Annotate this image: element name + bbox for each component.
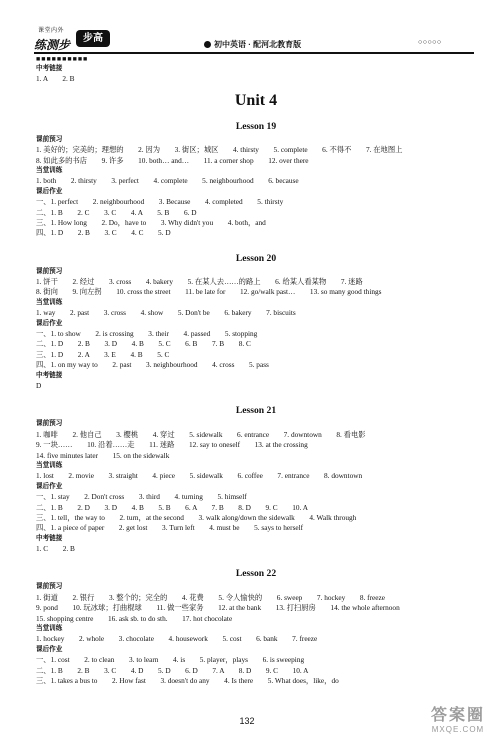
answer-line: 8. 街向 9. 向左拐 10. cross the street 11. be late for 12. go/walk past… 13. so many good things xyxy=(36,287,382,297)
answer-line: 二、1. D 2. B 3. D 4. B 5. C 6. B 7. B 8. C xyxy=(36,339,251,349)
answer-line: 一、1. stay 2. Don't cross 3. third 4. turning 5. himself xyxy=(36,492,247,502)
answer-line: 二、1. B 2. D 3. D 4. B 5. B 6. A 7. B 8. D 9. C 10. A xyxy=(36,502,309,512)
answer-line: 1. way 2. past 3. cross 4. show 5. Don't be 6. bakery 7. biscuits xyxy=(36,308,296,318)
answer-line: 9. 一块…… 10. 沿着……走 11. 迷路 12. say to oneself 13. at the crossing xyxy=(36,440,308,450)
lesson-block xyxy=(36,113,476,239)
lesson-block xyxy=(36,391,476,554)
answer-line: 三、1. How long 2. Do，have to 3. Why didn't you 4. both，and xyxy=(36,217,266,227)
watermark-logo: 答案圈 xyxy=(430,707,485,724)
decorative-squares: ■■■■■■■■■■ xyxy=(36,55,89,63)
answer-line: 四、1. D 2. B 3. C 4. C 5. D xyxy=(36,228,171,238)
lesson-block xyxy=(36,554,476,686)
watermark-url: MXQE.COM xyxy=(431,725,485,734)
watermark xyxy=(418,702,498,734)
bullet-icon xyxy=(204,41,211,48)
answer-line: 四、1. a piece of paper 2. get lost 3. Turn left 4. must be 5. says to herself xyxy=(36,523,304,533)
section-heading: 当堂训练 xyxy=(36,166,63,174)
section-heading: 课前预习 xyxy=(36,267,63,275)
page-number: 132 xyxy=(239,716,255,726)
decorative-circles: ○○○○○ xyxy=(418,38,442,46)
answer-line: 三、1. D 2. A 3. E 4. B 5. C xyxy=(36,349,170,359)
section-heading: 课后作业 xyxy=(36,645,63,653)
answer-content xyxy=(36,64,476,686)
answer-line: 二、1. B 2. C 3. C 4. A 5. B 6. D xyxy=(36,207,197,217)
lesson-block xyxy=(36,239,476,392)
section-heading: 课前预习 xyxy=(36,135,63,143)
answer-line: 二、1. B 2. B 3. C 4. D 5. D 6. D 7. A 8. D 9. C 10. A xyxy=(36,665,309,675)
answer-line: 1. lost 2. movie 3. straight 4. piece 5. sidewalk 6. coffee 7. entrance 8. downtown xyxy=(36,471,363,481)
answer-line: D xyxy=(36,380,42,390)
logo-badge: 步高 xyxy=(76,30,110,47)
section-heading: 当堂训练 xyxy=(36,461,63,469)
answer-line: 1. 街道 2. 银行 3. 整个的；完全的 4. 花费 5. 令人愉快的 6. sweep 7. hockey 8. freeze xyxy=(36,592,385,602)
answer-line: 9. pond 10. 玩冰球；打曲棍球 11. 做一些家务 12. at the bank 13. 打扫厨房 14. the whole afternoon xyxy=(36,603,400,613)
section-heading: 课前预习 xyxy=(36,420,63,428)
lessons-list xyxy=(36,113,476,687)
section-heading: 课后作业 xyxy=(36,187,63,195)
answer-line: 15. shopping centre 16. ask sb. to do sth. 17. hot chocolate xyxy=(36,613,233,623)
section-heading: 课后作业 xyxy=(36,319,63,327)
answer-line: 1. both 2. thirsty 3. perfect 4. complete 5. neighbourhood 6. because xyxy=(36,176,299,186)
section-heading: 中考链接 xyxy=(36,371,63,379)
unit-title: Unit 4 xyxy=(234,91,278,109)
answer-line: 三、1. tell，the way to 2. turn，at the second 3. walk along/down the sidewalk 4. Walk through xyxy=(36,512,357,522)
answer-line: 一、1. cost 2. to clean 3. to learn 4. is 5. player，plays 6. is sweeping xyxy=(36,655,305,665)
answer-line: 14. five minutes later 15. on the sidewalk xyxy=(36,450,170,460)
section-heading: 中考链接 xyxy=(36,534,63,542)
header-rule xyxy=(34,52,474,54)
answer-line: 四、1. on my way to 2. past 3. neighbourhood 4. cross 5. pass xyxy=(36,360,269,370)
answer-line: 1. 咖啡 2. 他自己 3. 樱桃 4. 穿过 5. sidewalk 6. entrance 7. downtown 8. 看电影 xyxy=(36,429,366,439)
answer-line: 一、1. to show 2. is crossing 3. their 4. passed 5. stopping xyxy=(36,329,258,339)
lesson-title: Lesson 20 xyxy=(235,252,277,264)
lesson-title: Lesson 21 xyxy=(235,405,277,417)
section-heading: 当堂训练 xyxy=(36,625,63,633)
logo-text: 练测步 xyxy=(34,38,71,52)
book-title-text: 初中英语 · 配河北教育版 xyxy=(214,40,302,49)
book-title xyxy=(204,39,301,50)
logo-subtitle: 课堂内外 xyxy=(38,28,65,34)
answer-line: 8. 如此多的书店 9. 许多 10. both… and… 11. a corner shop 12. over there xyxy=(36,155,309,165)
answer-line: 1. A 2. B xyxy=(36,74,75,84)
lesson-title: Lesson 19 xyxy=(235,120,277,132)
answer-line: 1. 美好的；完美的；理想的 2. 因为 3. 街区；城区 4. thirsty 5. complete 6. 不得不 7. 在地图上 xyxy=(36,145,403,155)
answer-line: 1. C 2. B xyxy=(36,544,75,554)
section-heading: 课前预习 xyxy=(36,583,63,591)
answer-line: 三、1. takes a bus to 2. How fast 3. doesn't do any 4. Is there 5. What does，like，do xyxy=(36,675,339,685)
answer-line: 一、1. perfect 2. neighbourhood 3. Because 4. completed 5. thirsty xyxy=(36,197,284,207)
section-heading: 当堂训练 xyxy=(36,298,63,306)
section-heading: 中考链接 xyxy=(36,65,63,72)
page-header xyxy=(0,0,500,64)
lesson-title: Lesson 22 xyxy=(235,568,277,580)
answer-line: 1. 饼干 2. 经过 3. cross 4. bakery 5. 在某人去……的路上 6. 给某人看某物 7. 迷路 xyxy=(36,277,363,287)
section-heading: 课后作业 xyxy=(36,482,63,490)
answer-line: 1. hockey 2. whole 3. chocolate 4. housework 5. cost 6. bank 7. freeze xyxy=(36,634,318,644)
